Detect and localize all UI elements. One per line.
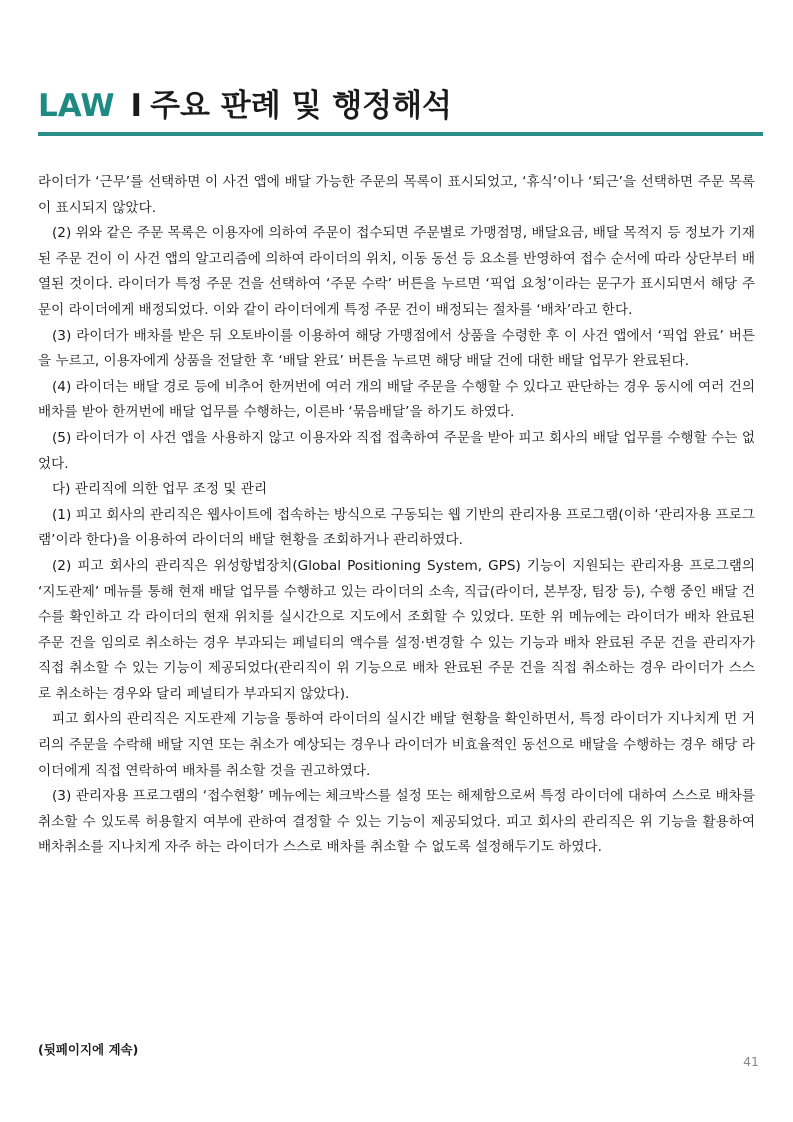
subsection-heading: 다) 관리직에 의한 업무 조정 및 관리: [52, 481, 268, 498]
paragraph: (1) 피고 회사의 관리직은 웹사이트에 접속하는 방식으로 구동되는 웹 기반의 관리자용 프로그램(이하 ‘관리자용 프로그램’이라 한다)을 이용하여 라이더의 배달 현황을 조회하거나 관리하였다.: [38, 506, 755, 549]
header-divider: [38, 132, 763, 136]
page-number: 41: [743, 1054, 759, 1069]
section-label: LAW: [38, 88, 115, 124]
page-title: [38, 86, 763, 126]
paragraph: (2) 위와 같은 주문 목록은 이용자에 의하여 주문이 접수되면 주문별로 가맹점명, 배달요금, 배달 목적지 등 정보가 기재된 주문 건이 이 사건 앱의 알고리즘에 의하여 라이더의 위치, 이동 동선 등 요소를 반영하여 접수 순서에 따라 상단부터 배열된 것이다. 라이더가 특정 주문 건을 선택하여 ‘주문 수락’ 버튼을 누르면 ‘픽업 요청’이라는 문구가 표시되면서 해당 주문이 라이더에게 배정되었다. 이와 같이 라이더에게 특정 주문 건이 배정되는 절차를 ‘배차’라고 한다.: [38, 225, 755, 318]
paragraph: (3) 관리자용 프로그램의 ‘접수현황’ 메뉴에는 체크박스를 설정 또는 해제함으로써 특정 라이더에 대하여 스스로 배차를 취소할 수 있도록 허용할지 여부에 관하여 결정할 수 있는 기능이 제공되었다. 피고 회사의 관리직은 위 기능을 활용하여 배차취소를 지나치게 자주 하는 라이더가 스스로 배차를 취소할 수 없도록 설정해두기도 하였다.: [38, 788, 755, 856]
paragraph: 피고 회사의 관리직은 지도관제 기능을 통하여 라이더의 실시간 배달 현황을 확인하면서, 특정 라이더가 지나치게 먼 거리의 주문을 수락해 배달 지연 또는 취소가 예상되는 경우나 라이더가 비효율적인 동선으로 배달을 수행하는 경우 해당 라이더에게 직접 연락하여 배차를 취소할 것을 권고하였다.: [38, 711, 755, 779]
body-text: [38, 170, 755, 861]
paragraph: (2) 피고 회사의 관리직은 위성항법장치(Global Positioning System, GPS) 기능이 지원되는 관리자용 프로그램의 ‘지도관제’ 메뉴를 통해 현재 배달 업무를 수행하고 있는 라이더의 소속, 직급(라이더, 본부장, 팀장 등), 수행 중인 배달 건수를 확인하고 각 라이더의 현재 위치를 실시간으로 지도에서 조회할 수 있었다. 또한 위 메뉴에는 라이더가 배차 완료된 주문 건을 임의로 취소하는 경우 부과되는 페널티의 액수를 설정·변경할 수 있는 기능과 배차 완료된 주문 건을 관리자가 직접 취소할 수 있는 기능이 제공되었다(관리직이 위 기능으로 배차 완료된 주문 건을 직접 취소하는 경우 라이더가 스스로 취소하는 경우와 달리 페널티가 부과되지 않았다).: [38, 557, 755, 702]
title-separator: I: [130, 88, 143, 124]
paragraph: (4) 라이더는 배달 경로 등에 비추어 한꺼번에 여러 개의 배달 주문을 수행할 수 있다고 판단하는 경우 동시에 여러 건의 배차를 받아 한꺼번에 배달 업무를 수행하는, 이른바 ‘묶음배달’을 하기도 하였다.: [38, 378, 755, 421]
section-title: 주요 판례 및 행정해석: [150, 88, 452, 124]
paragraph: (3) 라이더가 배차를 받은 뒤 오토바이를 이용하여 해당 가맹점에서 상품을 수령한 후 이 사건 앱에서 ‘픽업 완료’ 버튼을 누르고, 이용자에게 상품을 전달한 후 ‘배달 완료’ 버튼을 누르면 해당 배달 건에 대한 배달 업무가 완료된다.: [38, 327, 755, 370]
continued-note: (뒷페이지에 계속): [38, 1042, 139, 1057]
paragraph: 라이더가 ‘근무’를 선택하면 이 사건 앱에 배달 가능한 주문의 목록이 표시되었고, ‘휴식’이나 ‘퇴근’을 선택하면 주문 목록이 표시되지 않았다.: [38, 174, 755, 216]
page-header: [38, 86, 763, 136]
paragraph: (5) 라이더가 이 사건 앱을 사용하지 않고 이용자와 직접 접촉하여 주문을 받아 피고 회사의 배달 업무를 수행할 수는 없었다.: [38, 429, 755, 472]
